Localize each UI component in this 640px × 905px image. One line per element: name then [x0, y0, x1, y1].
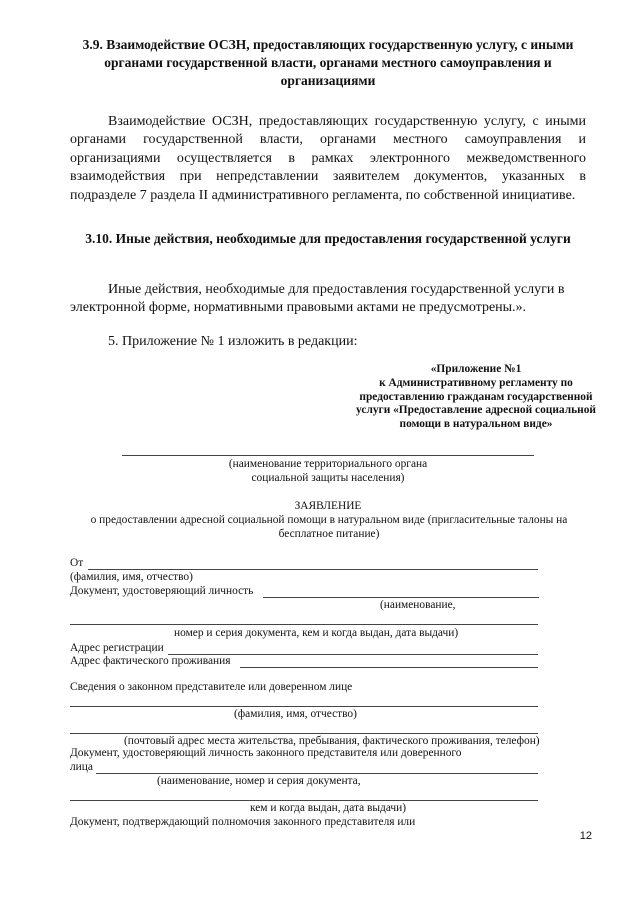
representative-document-caption: (наименование, номер и серия документа,: [157, 775, 361, 787]
address-caption: (почтовый адрес места жительства, пребывания, фактического проживания, телефон): [124, 735, 540, 747]
representative-fio-field[interactable]: [70, 706, 538, 707]
from-label: От: [70, 557, 84, 569]
representative-document-details-field[interactable]: [70, 800, 538, 801]
section-3-10-heading: 3.10. Иные действия, необходимые для предоставления государственной услуги: [85, 231, 571, 246]
registration-address-label: Адрес регистрации: [70, 642, 164, 654]
id-document-label: Документ, удостоверяющий личность: [70, 585, 254, 597]
page-number: 12: [579, 830, 592, 842]
face-label: лица: [70, 761, 93, 773]
representative-address-field[interactable]: [70, 733, 538, 734]
form-subtitle: о предоставлении адресной социальной помощи в натуральном виде (пригласительные талоны на бесплатное питание): [90, 514, 568, 540]
organ-caption: (наименование территориального органа социальной защиты населения): [228, 458, 428, 484]
id-document-field[interactable]: [263, 597, 539, 598]
item-5-text: 5. Приложение № 1 изложить в редакции:: [108, 334, 358, 349]
section-3-9-body: Взаимодействие ОСЗН, предоставляющих государственную услугу, с иными органами государственной власти, органами местного самоуправления и организациями осуществляется в рамках электронного межведомственного взаимодействия при непредставлении заявителем документов, указанных в подразделе 7 раздела II административного регламента, по собственной инициативе.: [70, 114, 586, 203]
actual-address-label: Адрес фактического проживания: [70, 655, 231, 667]
representative-fio-caption: (фамилия, имя, отчество): [234, 708, 357, 720]
representative-document-label: Документ, удостоверяющий личность законного представителя или доверенного: [70, 747, 462, 759]
actual-address-field[interactable]: [240, 667, 538, 668]
representative-label: Сведения о законном представителе или доверенном лице: [70, 681, 353, 693]
issued-by-caption: кем и когда выдан, дата выдачи): [250, 802, 407, 814]
doc-details-caption: номер и серия документа, кем и когда выдан, дата выдачи): [174, 627, 459, 639]
appendix-subtitle: к Административному регламенту по предоставлению гражданам государственной услуги «Предоставление адресной социальной помощи в натуральном виде»: [356, 377, 596, 430]
form-title: ЗАЯВЛЕНИЕ: [294, 500, 362, 512]
naim-caption: (наименование,: [380, 599, 456, 611]
section-3-10-body: Иные действия, необходимые для предоставления государственной услуги в электронной форме, нормативными правовыми актами не предусмотрены.».: [70, 282, 565, 316]
section-3-9-heading: 3.9. Взаимодействие ОСЗН, предоставляющих государственную услугу, с иными органами государственной власти, органами местного самоуправления и организациями: [82, 37, 574, 88]
appendix-title: «Приложение №1: [430, 363, 522, 375]
authority-document-label: Документ, подтверждающий полномочия законного представителя или: [70, 816, 416, 828]
fio-caption: (фамилия, имя, отчество): [70, 571, 193, 583]
organ-name-line: [122, 455, 534, 456]
id-document-details-field[interactable]: [70, 624, 538, 625]
representative-document-field[interactable]: [96, 773, 538, 774]
applicant-fio-field[interactable]: [88, 569, 538, 570]
